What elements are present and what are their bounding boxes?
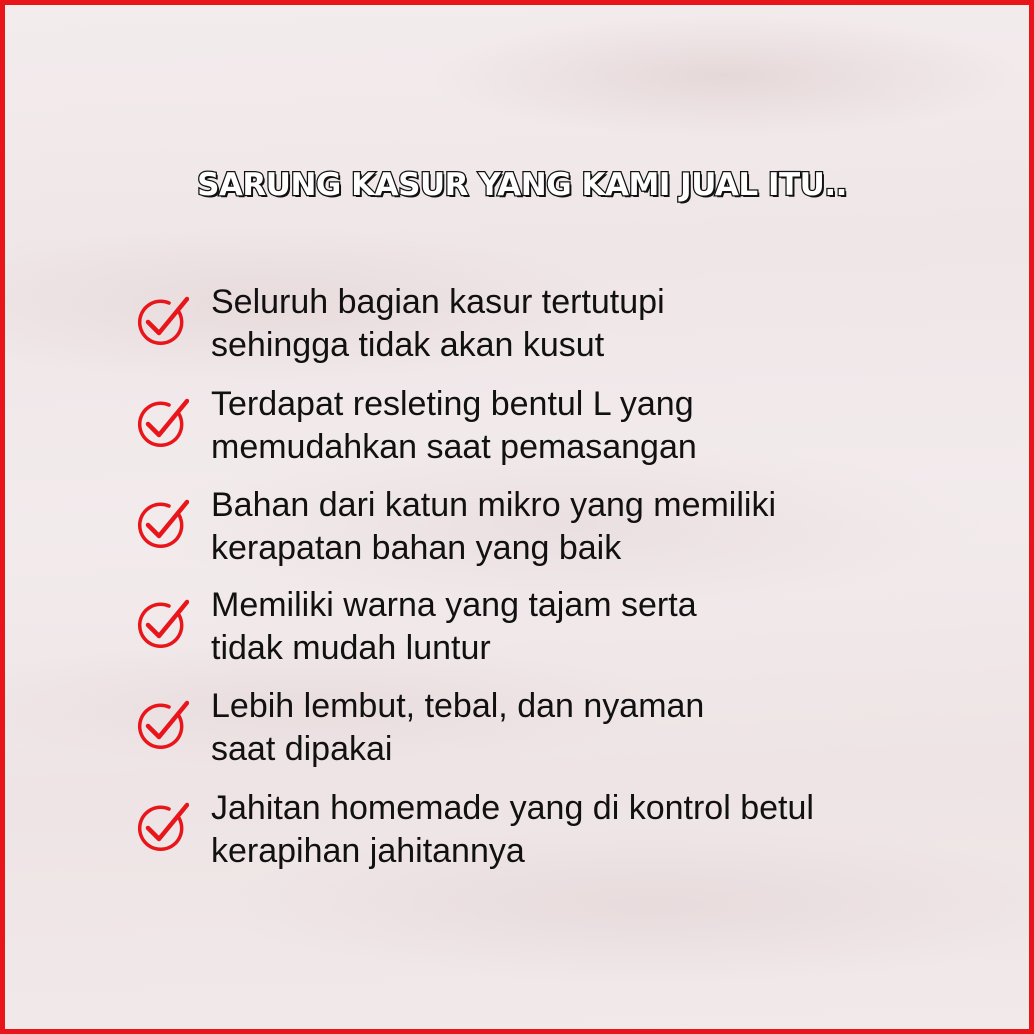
feature-line: Terdapat resleting bentul L yang: [211, 385, 694, 423]
feature-text: [211, 685, 704, 771]
feature-text: [211, 383, 697, 469]
feature-line: Memiliki warna yang tajam serta: [211, 586, 697, 624]
check-circle-icon: [133, 598, 189, 654]
list-item: [133, 586, 933, 688]
feature-text: [211, 787, 814, 873]
feature-text: [211, 484, 776, 570]
feature-line: Bahan dari katun mikro yang memiliki: [211, 486, 777, 524]
check-circle-icon: [133, 498, 189, 554]
feature-line: tidak mudah luntur: [211, 629, 491, 667]
list-item: [133, 283, 933, 385]
feature-line: Lebih lembut, tebal, dan nyaman: [211, 687, 705, 725]
feature-list: [5, 5, 1034, 1034]
list-item: [133, 486, 933, 588]
list-item: [133, 789, 933, 891]
feature-line: kerapihan jahitannya: [211, 832, 525, 870]
check-circle-icon: [133, 699, 189, 755]
feature-text: [211, 584, 697, 670]
feature-line: Jahitan homemade yang di kontrol betul: [211, 789, 814, 827]
check-circle-icon: [133, 801, 189, 857]
feature-line: memudahkan saat pemasangan: [211, 428, 697, 466]
feature-line: sehingga tidak akan kusut: [211, 326, 605, 364]
list-item: [133, 687, 933, 789]
feature-line: kerapatan bahan yang baik: [211, 529, 622, 567]
check-circle-icon: [133, 397, 189, 453]
feature-line: Seluruh bagian kasur tertutupi: [211, 283, 665, 321]
feature-text: [211, 281, 665, 367]
check-circle-icon: [133, 295, 189, 351]
page-title: SARUNG KASUR YANG KAMI JUAL ITU..: [197, 167, 847, 203]
list-item: [133, 385, 933, 487]
feature-line: saat dipakai: [211, 730, 393, 768]
